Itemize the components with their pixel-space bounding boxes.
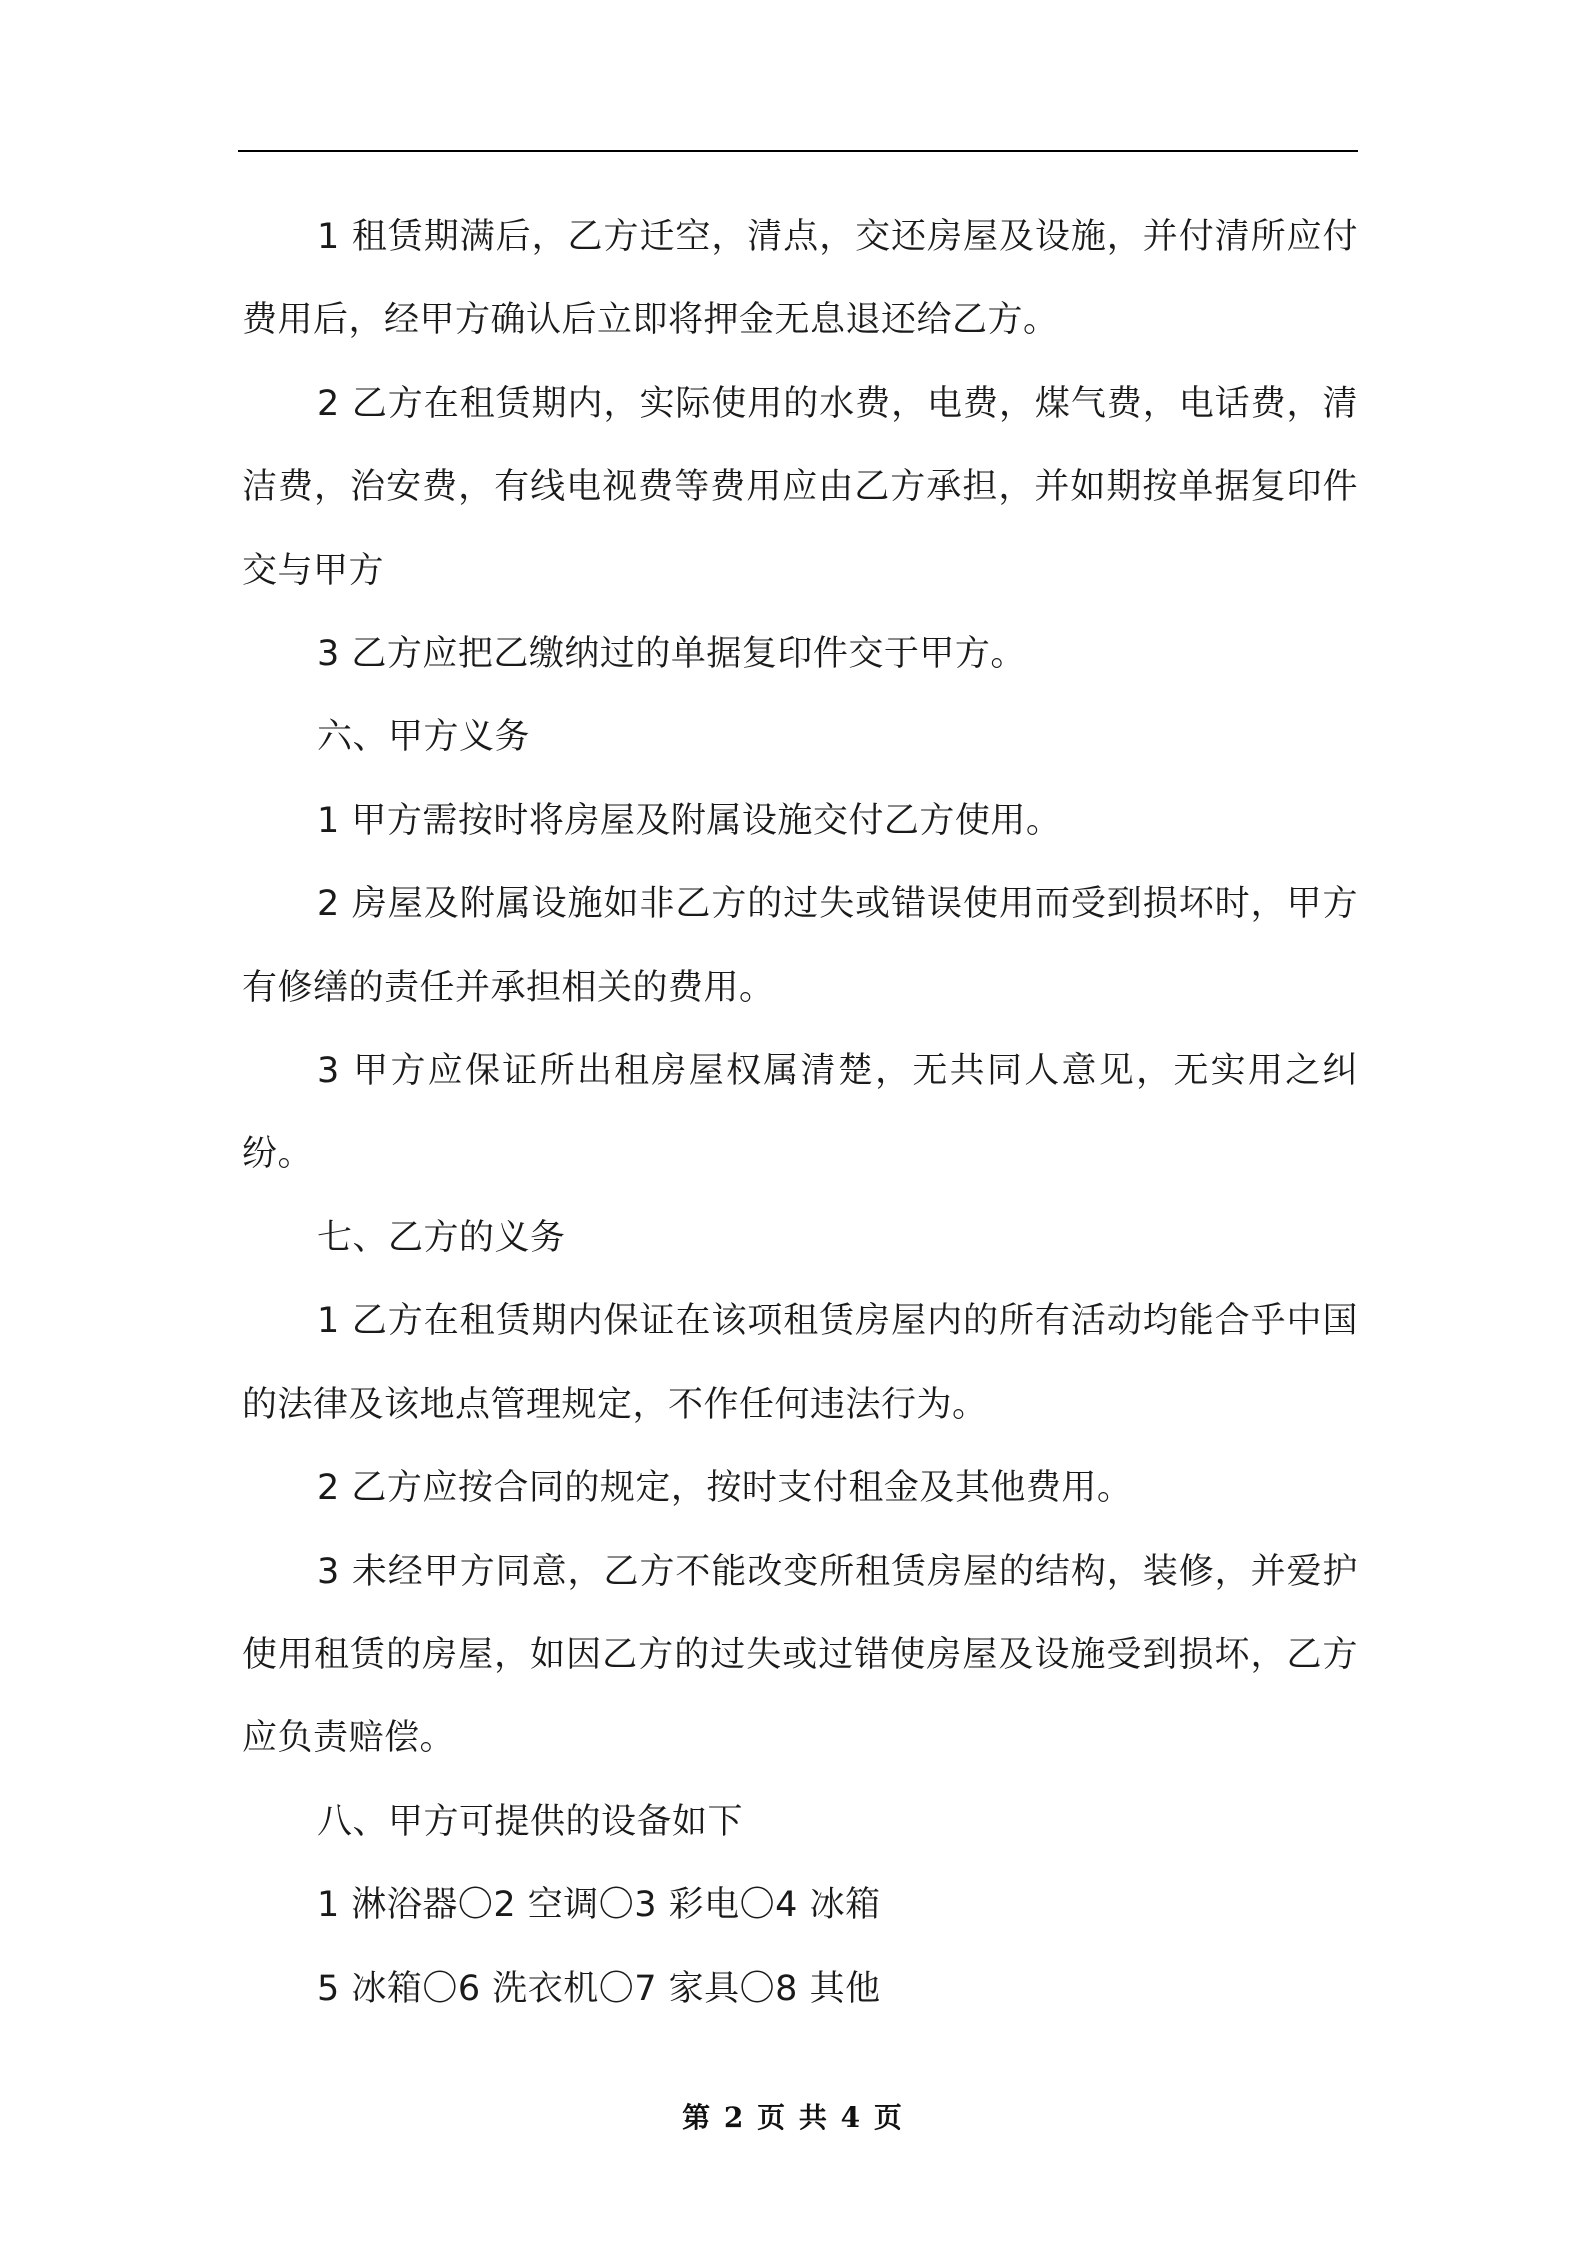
paragraph-receipt-copies: 3 乙方应把乙缴纳过的单据复印件交于甲方。: [317, 634, 1026, 675]
document-body: [242, 196, 1358, 2031]
header-rule: [238, 150, 1358, 152]
paragraph-utility-fees: 2 乙方在租赁期内，实际使用的水费，电费，煤气费，电话费，清洁费，治安费，有线电视费等费用应由乙方承担，并如期按单据复印件交与甲方: [242, 383, 1358, 591]
paragraph-party-a-delivery: 1 甲方需按时将房屋及附属设施交付乙方使用。: [317, 800, 1062, 841]
paragraph-party-a-title: 3 甲方应保证所出租房屋权属清楚，无共同人意见，无实用之纠纷。: [242, 1051, 1358, 1175]
section-heading-equipment: 八、甲方可提供的设备如下: [317, 1801, 744, 1842]
equipment-list-line-1: 1 淋浴器〇2 空调〇3 彩电〇4 冰箱: [317, 1885, 881, 1926]
paragraph-return-deposit: 1 租赁期满后，乙方迁空，清点，交还房屋及设施，并付清所应付费用后，经甲方确认后立即将押金无息退还给乙方。: [242, 217, 1358, 341]
paragraph-party-b-payment: 2 乙方应按合同的规定，按时支付租金及其他费用。: [317, 1468, 1133, 1509]
section-heading-party-a-obligations: 六、甲方义务: [317, 717, 531, 758]
paragraph-party-b-structure: 3 未经甲方同意，乙方不能改变所租赁房屋的结构，装修，并爱护使用租赁的房屋，如因乙方的过失或过错使房屋及设施受到损坏，乙方应负责赔偿。: [242, 1551, 1358, 1759]
equipment-list-line-2: 5 冰箱〇6 洗衣机〇7 家具〇8 其他: [317, 1968, 881, 2009]
page-number: 第 2 页 共 4 页: [682, 2101, 904, 2134]
paragraph-party-a-repairs: 2 房屋及附属设施如非乙方的过失或错误使用而受到损坏时，甲方有修缮的责任并承担相关的费用。: [242, 884, 1358, 1008]
section-heading-party-b-obligations: 七、乙方的义务: [317, 1217, 566, 1258]
paragraph-party-b-lawful-use: 1 乙方在租赁期内保证在该项租赁房屋内的所有活动均能合乎中国的法律及该地点管理规定，不作任何违法行为。: [242, 1301, 1358, 1425]
